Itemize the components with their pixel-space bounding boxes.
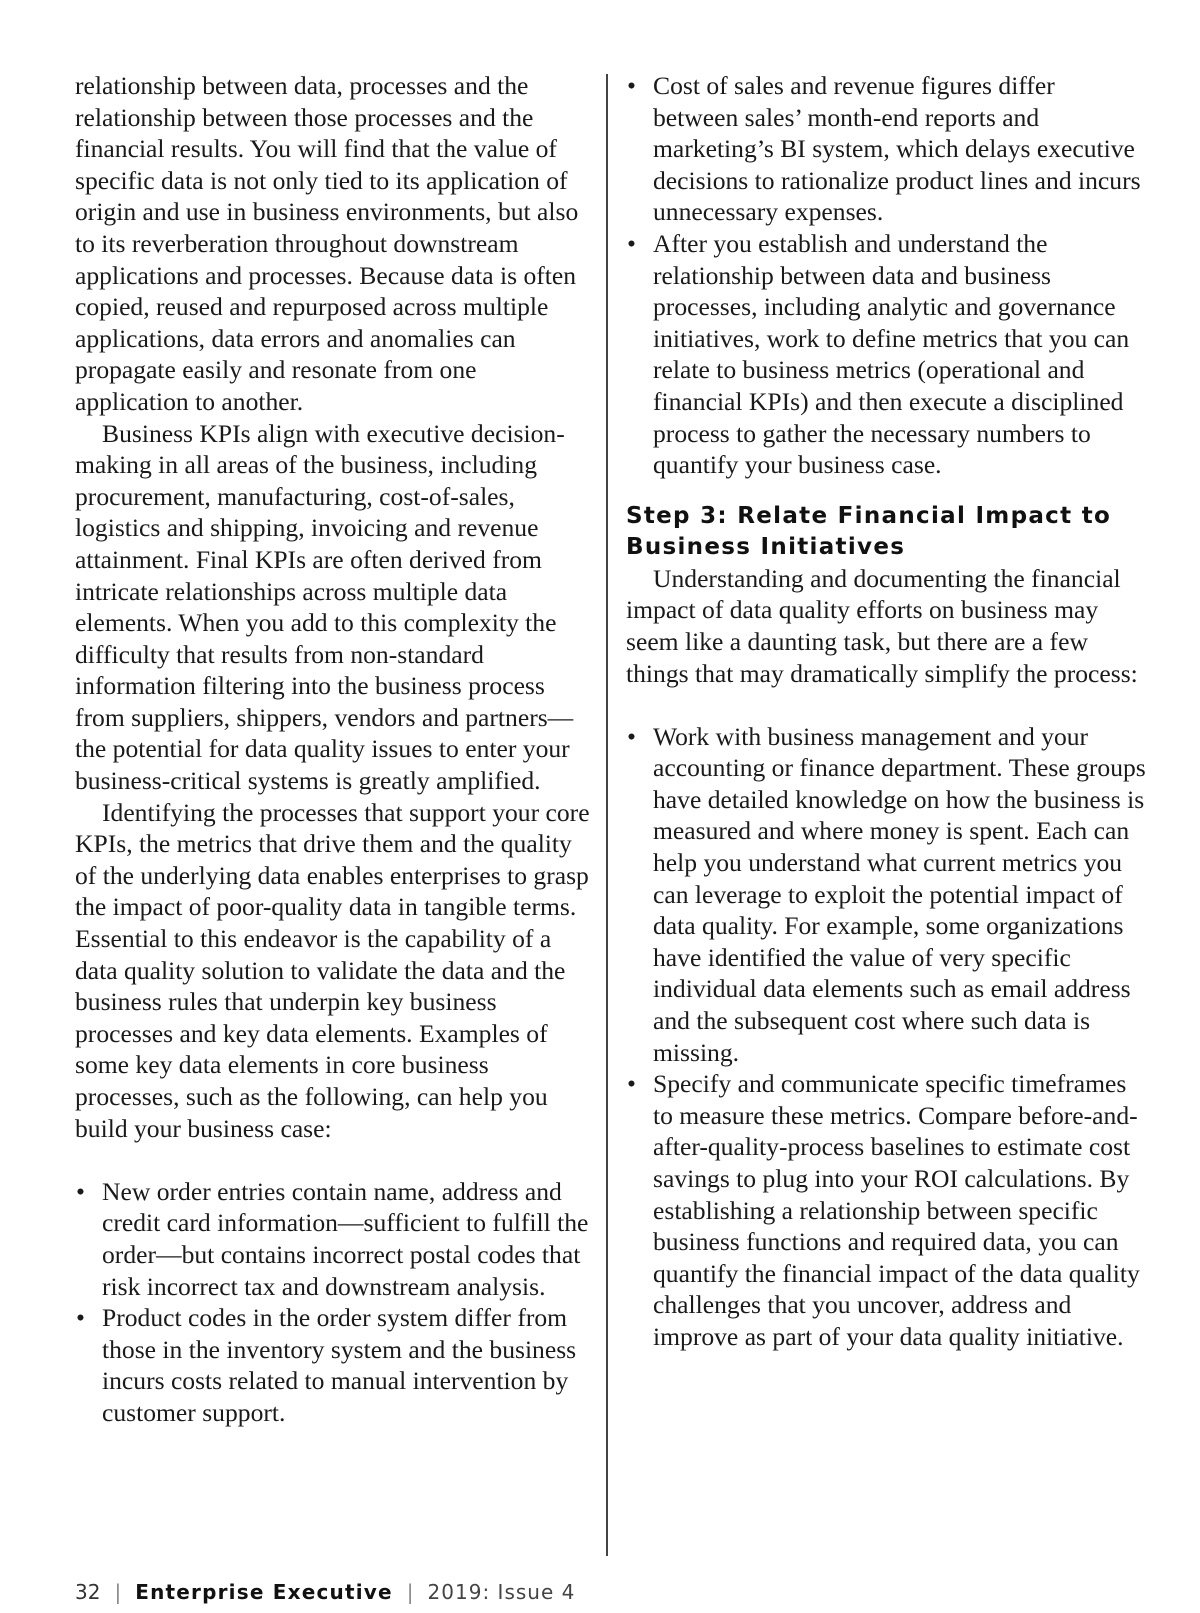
paragraph: Identifying the processes that support your core KPIs, the metrics that drive them and the quality of the underlying data enables enterprises to grasp the impact of poor-quality data in tangible terms. Essential to this endeavor is the capability of a data quality solution to validate the data and the business rules that underpin key business processes and key data elements. Examples of some key data elements in core business processes, such as the following, can help you build your business case: [75, 797, 590, 1143]
paragraph: relationship between data, processes and the relationship between those processes and the financial results. You will find that the value of specific data is not only tied to its application of origin and use in business environments, but also to its reverberation throughout downstream applications and processes. Because data is often copied, reused and repurposed across multiple applications, data errors and anomalies can propagate easily and resonate from one application to another. [75, 71, 579, 416]
bullet-list [626, 70, 1146, 481]
list-item: • New order entries contain name, address and credit card information—sufficient to fulfill the order—but contains incorrect postal codes that risk incorrect tax and downstream analysis. [76, 1176, 589, 1301]
bullet-icon: • [627, 721, 636, 751]
list-item: • After you establish and understand the relationship between data and business processes, including analytic and governance initiatives, work to define metrics that you can relate to business metrics (operational and financial KPIs) and then execute a disciplined process to gather the necessary numbers to quantify your business case. [627, 228, 1130, 480]
list-item: • Product codes in the order system differ from those in the inventory system and the business incurs costs related to manual intervention by customer support. [76, 1303, 577, 1427]
bullet-icon: • [627, 1069, 636, 1099]
list-item: • Specify and communicate specific timeframes to measure these metrics. Compare before-and-after-quality-process baselines to estimate cost savings to plug into your ROI calculations. By establishing a relationship between specific business functions and required data, you can quantify the financial impact of the data quality challenges that you uncover, address and improve as part of your data quality initiative. [627, 1069, 1140, 1351]
footer-separator: | [406, 1580, 414, 1604]
page-footer [75, 1580, 575, 1604]
column-divider [606, 74, 608, 1556]
paragraph: Business KPIs align with executive decision-making in all areas of the business, including procurement, manufacturing, cost-of-sales, logistics and shipping, invoicing and revenue attainment. Final KPIs are often derived from intricate relationships across multiple data elements. When you add to this complexity the difficulty that results from non-standard information filtering into the business process from suppliers, shippers, vendors and partners—the potential for data quality issues to enter your business-critical systems is greatly amplified. [75, 418, 574, 796]
bullet-icon: • [76, 1303, 85, 1333]
issue-label: 2019: Issue 4 [427, 1580, 576, 1604]
magazine-title: Enterprise Executive [135, 1580, 393, 1604]
list-item: • Work with business management and your accounting or finance department. These groups have detailed knowledge on how the business is measured and where money is spent. Each can help you understand what current metrics you can leverage to exploit the potential impact of data quality. For example, some organizations have identified the value of very specific individual data elements such as email address and the subsequent cost where such data is missing. [627, 721, 1146, 1067]
right-column [626, 70, 1146, 1353]
bullet-list [75, 1176, 595, 1429]
section-heading: Step 3: Relate Financial Impact to Business Initiatives [626, 502, 1112, 560]
left-column [75, 70, 595, 1429]
bullet-icon: • [627, 71, 636, 100]
list-item: • Cost of sales and revenue figures differ between sales’ month-end reports and marketing’s BI system, which delays executive decisions to rationalize product lines and incurs unnecessary expenses. [627, 71, 1141, 227]
footer-separator: | [114, 1580, 122, 1604]
bullet-icon: • [76, 1176, 85, 1206]
bullet-icon: • [627, 228, 636, 258]
paragraph: Understanding and documenting the financial impact of data quality efforts on business may seem like a daunting task, but there are a few things that may dramatically simplify the process: [626, 563, 1138, 688]
bullet-list [626, 721, 1146, 1353]
page-number: 32 [75, 1580, 101, 1604]
